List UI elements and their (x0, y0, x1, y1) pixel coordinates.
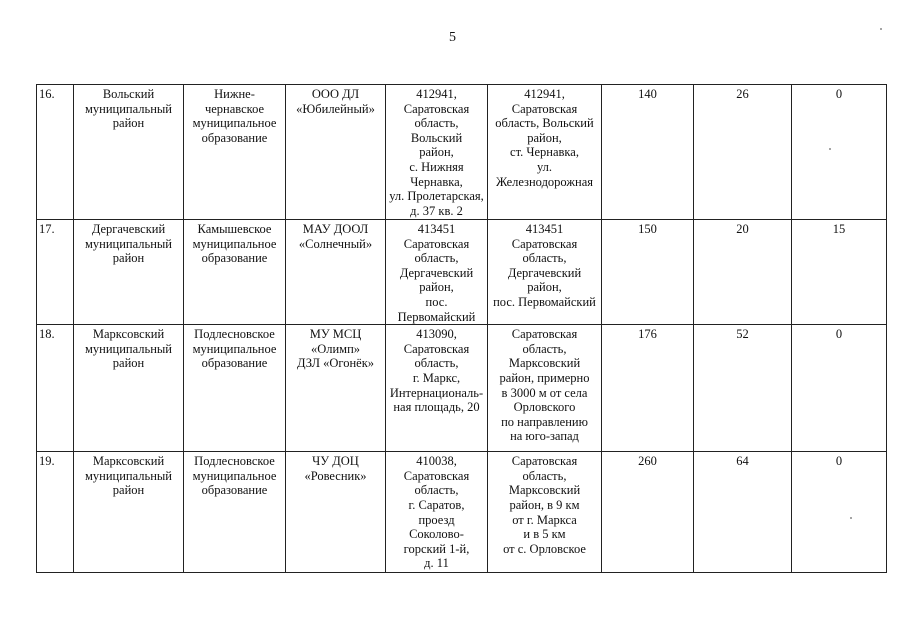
value-cell-3: 0 (792, 452, 887, 573)
value-cell-1: 260 (602, 452, 694, 573)
legal-address-cell: 412941, Саратовская область, Вольский район, с. Нижняя Чернавка, ул. Пролетарская, д. 37 кв. 2 (386, 85, 488, 220)
actual-address-cell: 412941, Саратовская область, Вольский район, ст. Чернавка, ул. Железнодорожная (488, 85, 602, 220)
municipality-cell: Подлесновское муниципальное образование (184, 452, 286, 573)
value-cell-1: 140 (602, 85, 694, 220)
actual-address-cell: 413451 Саратовская область, Дергачевский район, пос. Первомайский (488, 220, 602, 325)
municipality-cell: Подлесновское муниципальное образование (184, 325, 286, 452)
organization-cell: МУ МСЦ «Олимп» ДЗЛ «Огонёк» (286, 325, 386, 452)
actual-address-cell: Саратовская область, Марксовский район, примерно в 3000 м от села Орловского по направлению на юго-запад (488, 325, 602, 452)
value-cell-2: 52 (694, 325, 792, 452)
table-row (37, 220, 887, 325)
municipality-cell: Камышевское муниципальное образование (184, 220, 286, 325)
table-row (37, 325, 887, 452)
legal-address-cell: 413451 Саратовская область, Дергачевский район, пос. Первомайский (386, 220, 488, 325)
legal-address-cell: 413090, Саратовская область, г. Маркс, Интернациональ- ная площадь, 20 (386, 325, 488, 452)
scan-speck (829, 148, 831, 150)
district-cell: Марксовский муниципальный район (74, 325, 184, 452)
scan-speck (880, 28, 882, 30)
value-cell-3: 0 (792, 325, 887, 452)
table-row (37, 85, 887, 220)
district-cell: Марксовский муниципальный район (74, 452, 184, 573)
camps-table (36, 84, 887, 573)
municipality-cell: Нижне- чернавское муниципальное образование (184, 85, 286, 220)
district-cell: Дергачевский муниципальный район (74, 220, 184, 325)
row-number: 17. (37, 220, 74, 325)
organization-cell: МАУ ДООЛ «Солнечный» (286, 220, 386, 325)
value-cell-1: 176 (602, 325, 694, 452)
value-cell-3: 15 (792, 220, 887, 325)
organization-cell: ООО ДЛ «Юбилейный» (286, 85, 386, 220)
page-number: 5 (449, 30, 456, 45)
actual-address-cell: Саратовская область, Марксовский район, в 9 км от г. Маркса и в 5 км от с. Орловское (488, 452, 602, 573)
value-cell-2: 64 (694, 452, 792, 573)
scan-speck (850, 517, 852, 519)
value-cell-1: 150 (602, 220, 694, 325)
organization-cell: ЧУ ДОЦ «Ровесник» (286, 452, 386, 573)
row-number: 19. (37, 452, 74, 573)
district-cell: Вольский муниципальный район (74, 85, 184, 220)
table-row (37, 452, 887, 573)
row-number: 18. (37, 325, 74, 452)
legal-address-cell: 410038, Саратовская область, г. Саратов, проезд Соколово- горский 1-й, д. 11 (386, 452, 488, 573)
value-cell-2: 20 (694, 220, 792, 325)
value-cell-3: 0 (792, 85, 887, 220)
row-number: 16. (37, 85, 74, 220)
value-cell-2: 26 (694, 85, 792, 220)
